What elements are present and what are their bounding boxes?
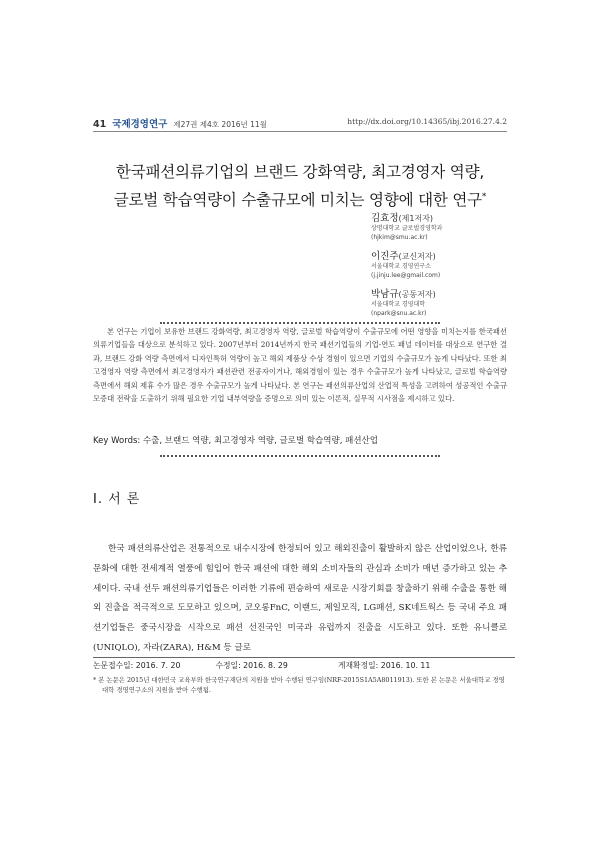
body-paragraph: 한국 패션의류산업은 전통적으로 내수시장에 한정되어 있고 해외진출이 활발하지 않은 산업이었으나, 한류 문화에 대한 전세계적 열풍에 힘입어 한국 패션에 대한 해외 소비자들의 관심과 소비가 매년 증가하고 있는 추세이다. 국내 선두 패션의류기업들은 이러한 기류에 편승하여 새로운 시장기회를 창출하기 위해 수출을 통한 해외 진출을 적극적으로 도모하고 있으며, 코오롱FnC, 이랜드, 제일모직, LG패션, SK네트웍스 등 국내 주요 패션기업들은 중국시장을 시작으로 패션 선진국인 미국과 유럽까지 진출을 시도하고 있다. 또한 유니클로(UNIQLO), 자라(ZARA), H&M 등 글로 [93, 544, 507, 653]
author-affiliation: 서울대학교 경영대학 [371, 301, 426, 308]
author-block [371, 212, 511, 242]
author-email: (npark@snu.ac.kr) [371, 309, 427, 317]
author-email: (hjkim@smu.ac.kr) [371, 233, 428, 241]
abstract-bottom-divider [160, 455, 440, 457]
author-role: (공동저자) [398, 290, 436, 299]
author-role: (교신저자) [398, 252, 436, 261]
running-header [93, 116, 507, 130]
accepted-date: 게재확정일: 2016. 10. 11 [337, 661, 431, 670]
keywords-label: Key Words: [93, 436, 141, 446]
author-name: 이진주(교신저자) [371, 251, 436, 262]
author-role: (제1저자) [398, 214, 434, 223]
author-name: 박남규(공동저자) [371, 289, 436, 300]
author-block [371, 250, 511, 280]
author-affiliation: 서울대학교 경영연구소 [371, 263, 431, 270]
title-line-2-text: 글로벌 학습역량이 수출규모에 미치는 영향에 대한 연구 [113, 191, 482, 210]
keywords [93, 434, 507, 446]
author-list [371, 212, 511, 326]
section-heading: Ⅰ. 서 론 [93, 492, 141, 507]
title-line-2 [80, 185, 520, 213]
journal-name: 국제경영연구 [112, 119, 168, 130]
abstract: 본 연구는 기업이 보유한 브랜드 강화역량, 최고경영자 역량, 글로벌 학습역량이 수출규모에 어떤 영향을 미치는지를 한국패션의류기업들을 대상으로 분석하고 있다. 2007년부터 2014년까지 한국 패션기업들의 기업-연도 패널 데이터를 대상으로 연구한 결과, 브랜드 강화 역량 측면에서 디자인특허 역량이 높고 해외 제품상 수상 경험이 있으면 기업의 수출규모가 높게 나타났다. 또한 최고경영자 역량 측면에서 최고경영자가 패션관련 전공자이거나, 해외경험이 있는 경우 수출규모가 높게 나타났고, 글로벌 학습역량 측면에서 해외 제휴 수가 많은 경우 수출규모가 높게 나타났다. 본 연구는 패션의류산업의 산업적 특성을 고려하여 성공적인 수출규모증대 전략을 도출하기 위해 필요한 기업 내부역량을 증명으로 의미 있는 이론적, 실무적 시사점을 제시하고 있다. [93, 327, 507, 404]
received-date: 논문접수일: 2016. 7. 20 [93, 661, 181, 670]
header-divider [93, 131, 507, 132]
title-line-1: 한국패션의류기업의 브랜드 강화역량, 최고경영자 역량, [115, 163, 485, 181]
keywords-terms: 수출, 브랜드 역량, 최고경영자 역량, 글로벌 학습역량, 패션산업 [142, 436, 378, 446]
funding-footnote: * 본 논문은 2015년 대한민국 교육부와 한국연구재단의 지원을 받아 수행된 연구임(NRF-2015S1A5A8011913). 또한 본 논문은 서울대학교 경영대학 경영연구소의 지원을 받아 수행됨. [93, 676, 505, 694]
header-left [93, 116, 267, 130]
paper-title [80, 160, 520, 213]
page-number: 41 [93, 119, 107, 130]
revised-date: 수정일: 2016. 8. 29 [215, 661, 288, 670]
author-affiliation: 상명대학교 글로벌경영학과 [371, 225, 443, 232]
author-email: (j.jinju.lee@gmail.com) [371, 271, 441, 279]
doi-link[interactable]: http://dx.doi.org/10.14365/ibj.2016.27.4.2 [347, 117, 507, 126]
volume-issue: 제27권 제4호 2016년 11월 [173, 120, 267, 129]
title-footnote-marker[interactable]: * [481, 192, 487, 202]
submission-dates [93, 660, 430, 671]
author-name: 김효정(제1저자) [371, 213, 434, 224]
abstract-top-divider [160, 322, 440, 324]
author-block [371, 288, 511, 318]
footnote-divider [93, 657, 515, 658]
